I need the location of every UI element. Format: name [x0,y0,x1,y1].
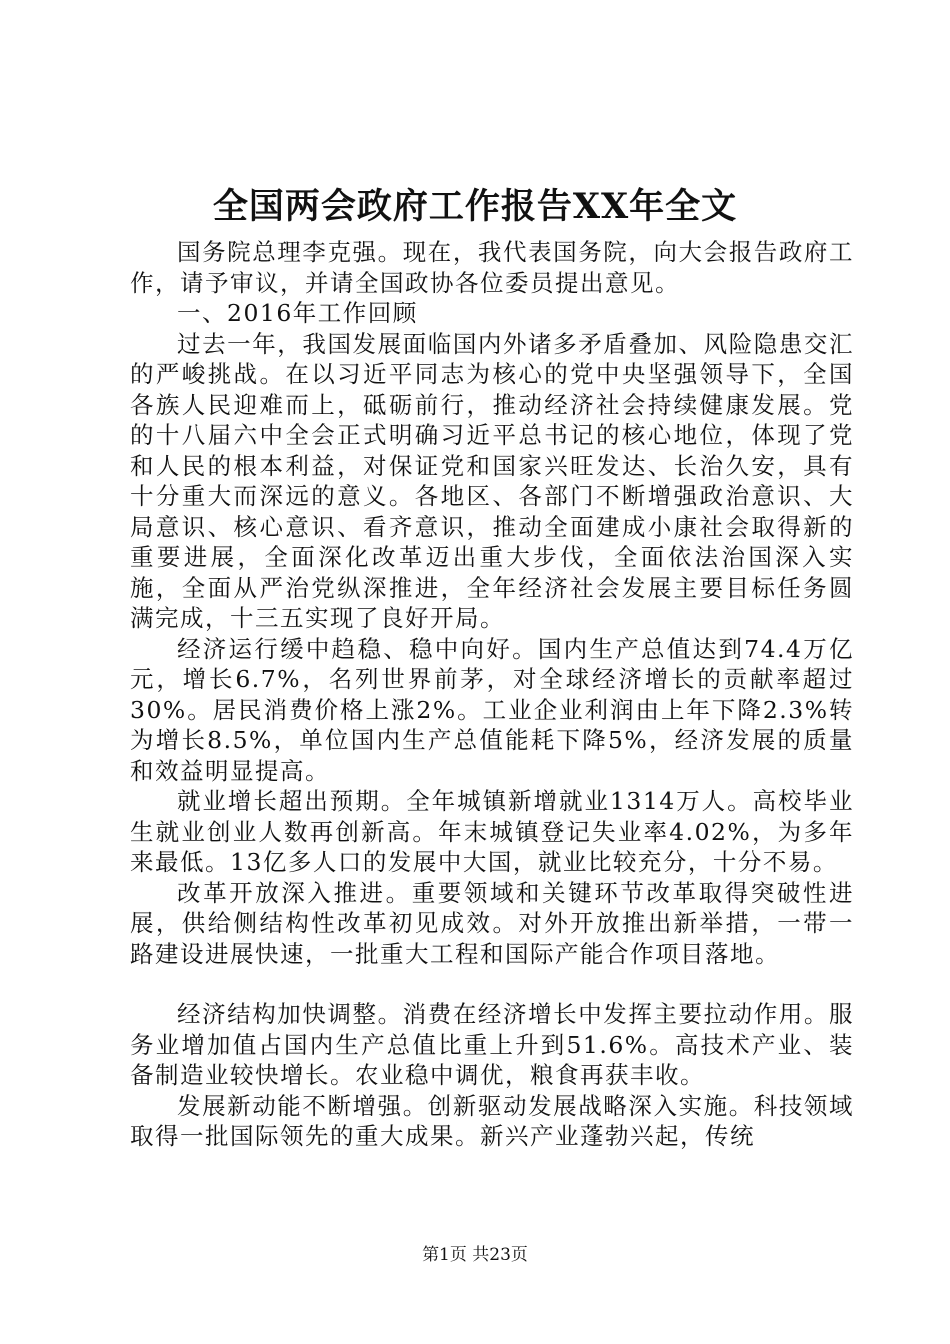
paragraph-structure: 经济结构加快调整。消费在经济增长中发挥主要拉动作用。服务业增加值占国内生产总值比重上升到51.6%。高技术产业、装备制造业较快增长。农业稳中调优，粮食再获丰收。 [130,1000,854,1089]
paragraph-intro: 国务院总理李克强。现在，我代表国务院，向大会报告政府工作，请予审议，并请全国政协各位委员提出意见。 [130,238,854,297]
page-number-footer: 第1页 共23页 [422,1245,528,1265]
section-heading: 一、2016年工作回顾 [177,299,418,327]
paragraph-employment: 就业增长超出预期。全年城镇新增就业1314万人。高校毕业生就业创业人数再创新高。年末城镇登记失业率4.02%，为多年来最低。13亿多人口的发展中大国，就业比较充分，十分不易。 [130,787,854,876]
paragraph-reform: 改革开放深入推进。重要领域和关键环节改革取得突破性进展，供给侧结构性改革初见成效。对外开放推出新举措，一带一路建设进展快速，一批重大工程和国际产能合作项目落地。 [130,878,854,968]
paragraph-overview: 过去一年，我国发展面临国内外诸多矛盾叠加、风险隐患交汇的严峻挑战。在以习近平同志为核心的党中央坚强领导下，全国各族人民迎难而上，砥砺前行，推动经济社会持续健康发展。党的十八届六中全会正式明确习近平总书记的核心地位，体现了党和人民的根本利益，对保证党和国家兴旺发达、长治久安，具有十分重大而深远的意义。各地区、各部门不断增强政治意识、大局意识、核心意识、看齐意识，推动全面建成小康社会取得新的重要进展，全面深化改革迈出重大步伐，全面依法治国深入实施，全面从严治党纵深推进，全年经济社会发展主要目标任务圆满完成，十三五实现了良好开局。 [130,329,854,632]
document-body [130,237,854,1152]
paragraph-economy: 经济运行缓中趋稳、稳中向好。国内生产总值达到74.4万亿元，增长6.7%，名列世界前茅，对全球经济增长的贡献率超过30%。居民消费价格上涨2%。工业企业利润由上年下降2.3%转为增长8.5%，单位国内生产总值能耗下降5%，经济发展的质量和效益明显提高。 [130,634,854,785]
document-title: 全国两会政府工作报告XX年全文 [212,186,738,227]
paragraph-new-momentum: 发展新动能不断增强。创新驱动发展战略深入实施。科技领域取得一批国际领先的重大成果。新兴产业蓬勃兴起，传统 [130,1091,854,1150]
